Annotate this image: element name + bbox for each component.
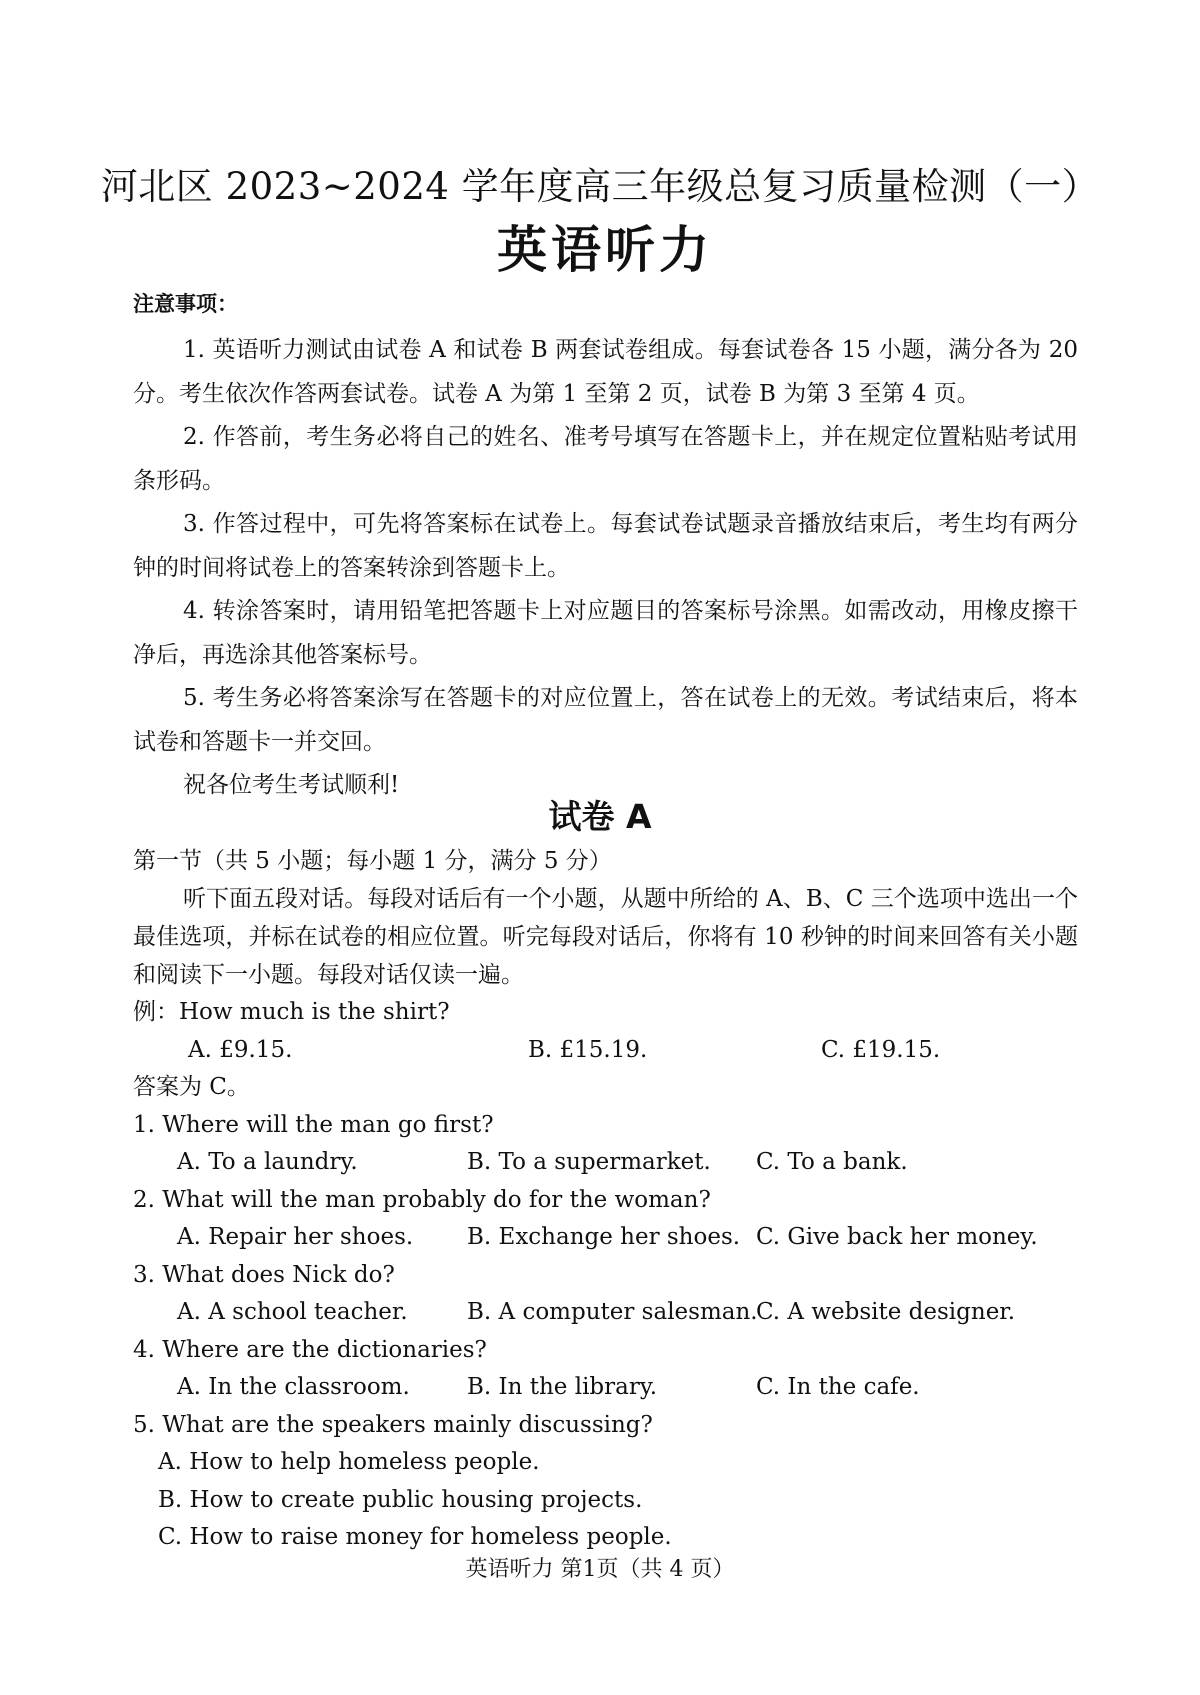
option-c: C. To a bank. [756,1149,908,1175]
option-a: A. Repair her shoes. [177,1224,414,1250]
notice-item: 3. 作答过程中，可先将答案标在试卷上。每套试卷试题录音播放结束后，考生均有两分钟的时间将试卷上的答案转涂到答题卡上。 [133,511,1078,581]
notice-list [133,329,1078,808]
example-answer: 答案为 C。 [133,1074,250,1100]
option-c: C. How to raise money for homeless people. [158,1524,672,1550]
notice-item: 1. 英语听力测试由试卷 A 和试卷 B 两套试卷组成。每套试卷各 15 小题，满分各为 20 分。考生依次作答两套试卷。试卷 A 为第 1 至第 2 页，试卷 B 为第 3 至第 4 页。 [133,337,1078,407]
exam-subtitle: 英语听力 [497,221,713,279]
option-b: B. A computer salesman. [467,1299,758,1325]
option-c: C. In the cafe. [756,1374,920,1400]
example-option-b: B. £15.19. [528,1036,648,1063]
part-heading: 第一节（共 5 小题；每小题 1 分，满分 5 分） [133,848,612,874]
exam-title: 河北区 2023~2024 学年度高三年级总复习质量检测（一） [100,165,1100,208]
option-a: A. A school teacher. [177,1299,408,1325]
option-a: A. In the classroom. [177,1374,410,1400]
question-1-options [133,1144,1078,1182]
notice-item: 5. 考生务必将答案涂写在答题卡的对应位置上，答在试卷上的无效。考试结束后，将本试卷和答题卡一并交回。 [133,685,1078,755]
notice-item: 2. 作答前，考生务必将自己的姓名、准考号填写在答题卡上，并在规定位置粘贴考试用条形码。 [133,424,1078,494]
example-question: 例：How much is the shirt? [133,999,450,1025]
question-2: 2. What will the man probably do for the woman? [133,1186,711,1213]
good-luck-wish: 祝各位考生考试顺利! [183,772,400,798]
question-3-options [133,1294,1078,1332]
question-3: 3. What does Nick do? [133,1261,395,1288]
example-options [133,1032,1078,1070]
question-4: 4. Where are the dictionaries? [133,1336,487,1363]
question-1: 1. Where will the man go first? [133,1111,494,1138]
question-4-options [133,1369,1078,1407]
question-5: 5. What are the speakers mainly discussing? [133,1411,653,1438]
part-instructions: 听下面五段对话。每段对话后有一个小题，从题中所给的 A、B、C 三个选项中选出一个最佳选项，并标在试卷的相应位置。听完每段对话后，你将有 10 秒钟的时间来回答有关小题和阅读下一小题。每段对话仅读一遍。 [133,886,1078,988]
option-b: B. To a supermarket. [467,1149,711,1175]
question-2-options [133,1219,1078,1257]
option-c: C. Give back her money. [756,1224,1038,1250]
option-c: C. A website designer. [756,1299,1016,1325]
example-option-c: C. £19.15. [821,1036,941,1063]
option-b: B. How to create public housing projects. [158,1486,643,1513]
section-a [133,842,1078,1557]
option-b: B. Exchange her shoes. [467,1224,741,1250]
example-option-a: A. £9.15. [188,1036,293,1063]
notice-heading: 注意事项： [133,292,238,316]
option-b: B. In the library. [467,1374,658,1400]
page-footer: 英语听力 第1页（共 4 页） [465,1557,735,1582]
question-5-options [133,1444,1078,1557]
option-a: A. How to help homeless people. [158,1449,540,1475]
option-a: A. To a laundry. [177,1149,358,1175]
section-heading: 试卷 A [548,797,652,836]
notice-item: 4. 转涂答案时，请用铅笔把答题卡上对应题目的答案标号涂黑。如需改动，用橡皮擦干净后，再选涂其他答案标号。 [133,598,1078,668]
